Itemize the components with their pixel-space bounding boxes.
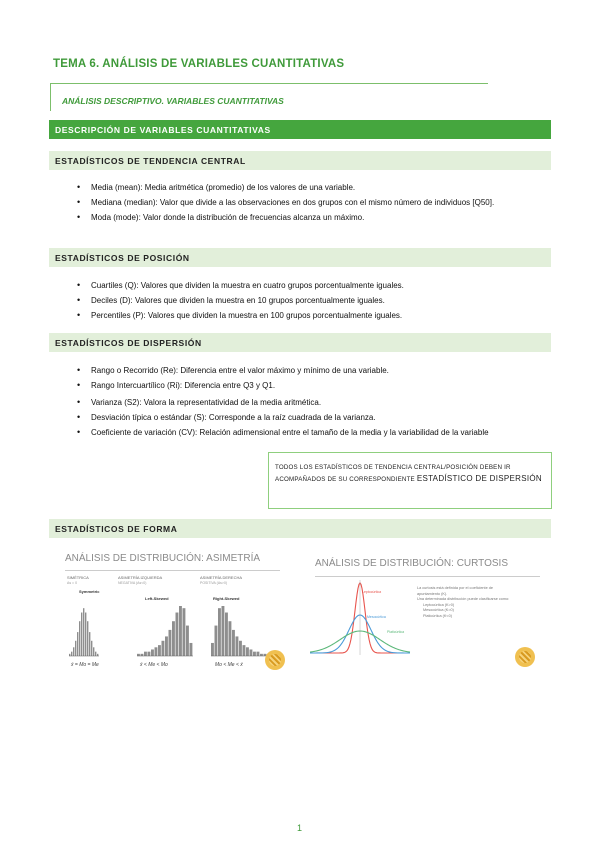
histogram-bar	[253, 652, 256, 656]
slide-asimetria-title: ANÁLISIS DE DISTRIBUCIÓN: ASIMETRÍA	[65, 553, 261, 564]
histogram-bar	[85, 613, 86, 656]
bullet: Leptocúrtica (K>0)	[423, 602, 455, 607]
histogram-bar	[179, 606, 182, 656]
histogram-bar	[162, 641, 165, 656]
histogram-bar	[243, 645, 246, 656]
tendencia-list	[75, 181, 535, 226]
panel-label: ASIMETRÍA IZQUIERDA	[118, 575, 163, 580]
page-number: 1	[296, 823, 302, 833]
histogram-bar	[83, 608, 84, 656]
panel-formula: x̄ < Me < Mo	[140, 662, 168, 668]
panel-formula: x̄ = Mo = Me	[71, 662, 99, 668]
list-item: • Moda (mode): Valor donde la distribución de frecuencias alcanza un máximo.	[75, 211, 535, 224]
subtitle-rule-left	[50, 83, 51, 111]
histogram-bar	[260, 654, 263, 656]
section-main-heading: DESCRIPCIÓN DE VARIABLES CUANTITATIVAS	[55, 125, 271, 135]
tendencia-heading-bar	[49, 151, 551, 170]
histogram-bar	[229, 621, 232, 656]
note-emphasis: ESTADÍSTICO DE DISPERSIÓN	[416, 474, 542, 483]
histogram-bar	[148, 652, 151, 656]
list-item: • Coeficiente de variación (CV): Relación adimensional entre el tamaño de la media y la variabilidad de la variable	[75, 426, 520, 439]
dispersion-list	[75, 364, 520, 441]
dispersion-note	[275, 462, 545, 485]
slide-asimetria	[55, 550, 285, 690]
list-item: • Desviación típica o estándar (S): Corresponde a la raíz cuadrada de la varianza.	[75, 411, 520, 424]
curve-label: Leptocúrtica	[362, 590, 382, 594]
list-item: • Rango o Recorrido (Re): Diferencia entre el valor máximo y mínimo de una variable.	[75, 364, 520, 377]
histogram-bar	[236, 636, 239, 656]
slide-curtosis-title: ANÁLISIS DE DISTRIBUCIÓN: CURTOSIS	[315, 558, 509, 569]
list-item: • Percentiles (P): Valores que dividen la muestra en 100 grupos porcentualmente iguales.	[75, 309, 535, 322]
histogram-bar	[81, 613, 82, 656]
bullet: Mesocúrtica (K=0)	[423, 608, 454, 612]
histogram-bar	[73, 647, 74, 656]
histogram-bar	[215, 626, 218, 656]
note-text: TODOS LOS ESTADÍSTICOS DE TENDENCIA CENTRAL/POSICIÓN DEBEN IR ACOMPAÑADOS DE SU CORRESPONDIENTE	[275, 464, 511, 483]
histogram-bar	[222, 606, 225, 656]
histogram-bar	[165, 636, 168, 656]
curtosis-bullets	[417, 586, 512, 619]
forma-heading: ESTADÍSTICOS DE FORMA	[55, 524, 178, 534]
histogram-bar	[218, 608, 221, 656]
histogram-bar	[144, 652, 147, 656]
histogram-bar	[239, 641, 242, 656]
list-item: • Rango Intercuartílico (Ri): Diferencia entre Q3 y Q1.	[75, 379, 520, 392]
histogram-bar	[97, 654, 98, 656]
panel-label: SIMÉTRICA	[67, 575, 89, 580]
histogram-bar	[87, 621, 88, 656]
panel-label: ASIMETRÍA DERECHA	[200, 575, 243, 580]
slide-curtosis	[305, 550, 545, 700]
logo-icon	[265, 650, 285, 670]
histogram-bar	[176, 613, 179, 656]
slide-divider	[65, 570, 280, 571]
section-main-bar	[49, 120, 551, 139]
curve-label: Platicúrtica	[387, 630, 405, 634]
histogram-bar	[211, 643, 214, 656]
histogram-bar	[169, 630, 172, 656]
slide-divider	[315, 576, 540, 577]
curve-label: Mesocúrtica	[367, 615, 386, 619]
histogram-bar	[155, 647, 158, 656]
histogram-bar	[77, 632, 78, 656]
histogram-bar	[141, 654, 144, 656]
dispersion-heading: ESTADÍSTICOS DE DISPERSIÓN	[55, 338, 202, 348]
list-item: • Media (mean): Media aritmética (promedio) de los valores de una variable.	[75, 181, 535, 194]
histogram-bar	[91, 641, 92, 656]
histogram-bar	[246, 647, 249, 656]
histogram-bar	[69, 654, 70, 656]
panel-caption: Left-Skewed	[145, 596, 169, 601]
panel-caption: Symmetric	[79, 589, 100, 594]
subtitle-rule	[50, 83, 488, 84]
panel-sublabel: NEGATIVA (As<0)	[118, 581, 147, 585]
histogram-bar	[183, 608, 186, 656]
posicion-heading: ESTADÍSTICOS DE POSICIÓN	[55, 253, 190, 263]
list-item: • Deciles (D): Valores que dividen la muestra en 10 grupos porcentualmente iguales.	[75, 294, 535, 307]
histogram-bar	[79, 621, 80, 656]
forma-heading-bar	[49, 519, 551, 538]
histogram-bar	[225, 613, 228, 656]
histogram-bar	[93, 647, 94, 656]
bullet: Una determinada distribución puede clasificarse como:	[417, 597, 510, 601]
posicion-heading-bar	[49, 248, 551, 267]
histogram-bar	[250, 649, 253, 656]
bullet: Platicúrtica (K<0)	[423, 613, 453, 618]
histogram-bar	[75, 641, 76, 656]
histogram-bar	[190, 643, 193, 656]
posicion-list	[75, 279, 535, 324]
dispersion-note-box	[268, 452, 552, 509]
histogram-bar	[95, 652, 96, 656]
histogram-bar	[257, 652, 260, 656]
tendencia-heading: ESTADÍSTICOS DE TENDENCIA CENTRAL	[55, 156, 246, 166]
panel-formula: Mo < Me < x̄	[215, 662, 243, 668]
list-item: • Varianza (S2): Valora la representatividad de la media aritmética.	[75, 396, 520, 409]
panel-sublabel: As = 0	[67, 581, 78, 585]
list-item: • Mediana (median): Valor que divide a las observaciones en dos grupos con el mismo número de individuos [Q50].	[75, 196, 535, 209]
panel-sublabel: POSITIVA (As>0)	[200, 581, 228, 585]
dispersion-heading-bar	[49, 333, 551, 352]
histogram-bar	[137, 654, 140, 656]
skew-histograms	[65, 590, 280, 660]
panel-caption: Right-Skewed	[213, 596, 240, 601]
document-title: TEMA 6. ANÁLISIS DE VARIABLES CUANTITATIVAS	[53, 58, 345, 70]
histogram-bar	[158, 645, 161, 656]
document-subtitle: ANÁLISIS DESCRIPTIVO. VARIABLES CUANTITATIVAS	[62, 96, 284, 106]
histogram-bar	[151, 649, 154, 656]
list-item: • Cuartiles (Q): Valores que dividen la muestra en cuatro grupos porcentualmente iguales.	[75, 279, 535, 292]
histogram-bar	[186, 626, 189, 656]
histogram-bar	[172, 621, 175, 656]
histogram-bar	[89, 632, 90, 656]
bullet: La curtosis está definida por el coeficiente de apuntamiento (K).	[417, 586, 493, 596]
histogram-bar	[232, 630, 235, 656]
histogram-bar	[71, 652, 72, 656]
logo-icon	[515, 647, 535, 667]
